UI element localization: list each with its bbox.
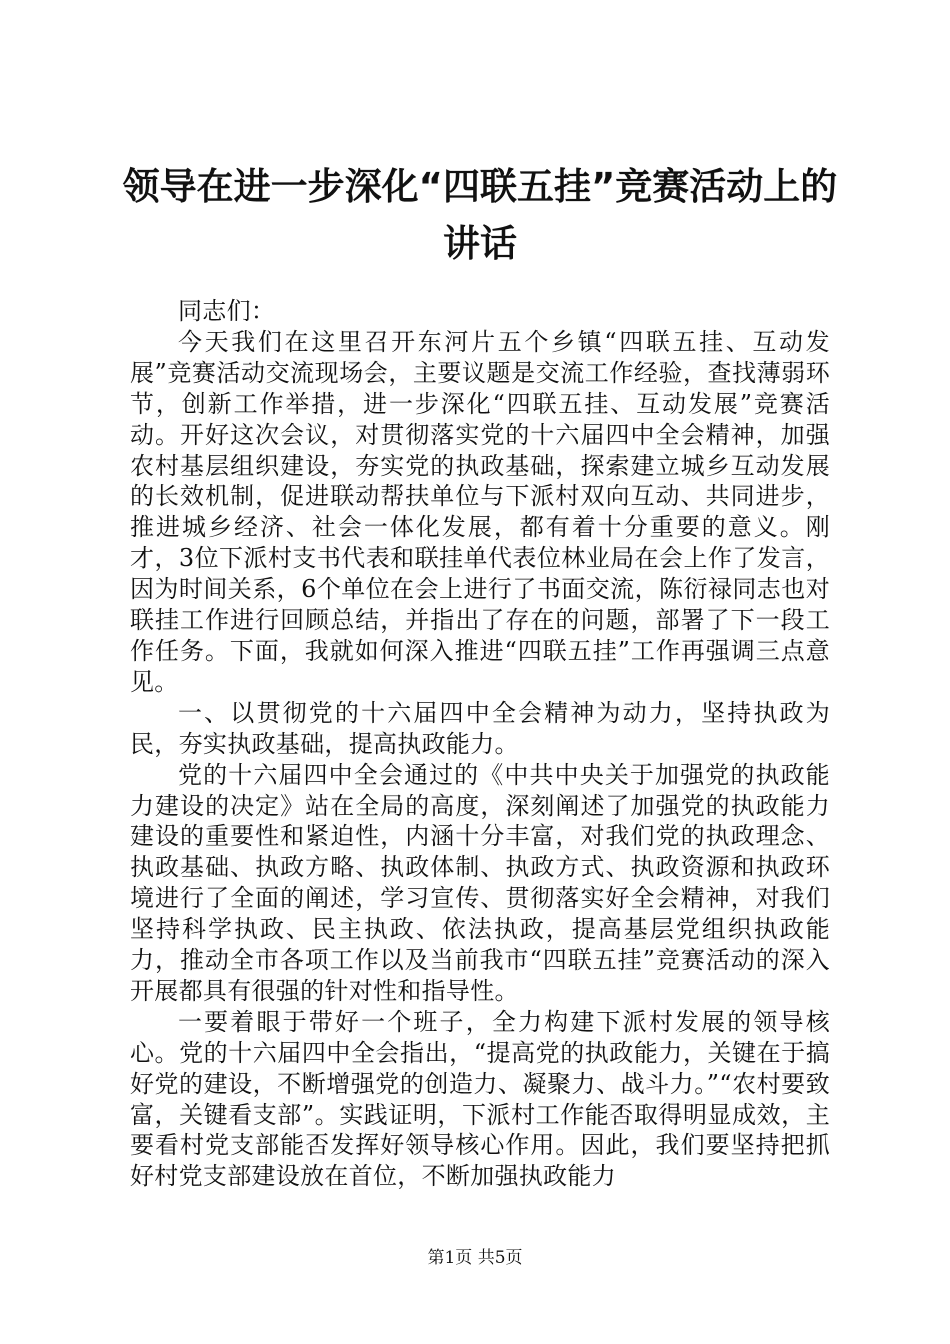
body-paragraph: 一要着眼于带好一个班子，全力构建下派村发展的领导核心。党的十六届四中全会指出，“提高党的执政能力，关键在于搞好党的建设，不断增强党的创造力、凝聚力、战斗力。”“农村要致富，关键看支部”。实践证明，下派村工作能否取得明显成效，主要看村党支部能否发挥好领导核心作用。因此，我们要坚持把抓好村党支部建设放在首位，不断加强执政能力 — [130, 1007, 830, 1191]
body-paragraph: 党的十六届四中全会通过的《中共中央关于加强党的执政能力建设的决定》站在全局的高度，深刻阐述了加强党的执政能力建设的重要性和紧迫性，内涵十分丰富，对我们党的执政理念、执政基础、执政方略、执政体制、执政方式、执政资源和执政环境进行了全面的阐述，学习宣传、贯彻落实好全会精神，对我们坚持科学执政、民主执政、依法执政，提高基层党组织执政能力，推动全市各项工作以及当前我市“四联五挂”竞赛活动的深入开展都具有很强的针对性和指导性。 — [130, 760, 830, 1005]
salutation-paragraph: 同志们： — [178, 297, 276, 325]
document-body — [130, 296, 830, 1192]
page-number-footer: 第1页 共5页 — [427, 1248, 523, 1268]
document-title: 领导在进一步深化“四联五挂”竞赛活动上的讲话 — [122, 165, 838, 265]
body-paragraph: 今天我们在这里召开东河片五个乡镇“四联五挂、互动发展”竞赛活动交流现场会，主要议题是交流工作经验，查找薄弱环节，创新工作举措，进一步深化“四联五挂、互动发展”竞赛活动。开好这次会议，对贯彻落实党的十六届四中全会精神，加强农村基层组织建设，夯实党的执政基础，探索建立城乡互动发展的长效机制，促进联动帮扶单位与下派村双向互动、共同进步，推进城乡经济、社会一体化发展，都有着十分重要的意义。刚才，3位下派村支书代表和联挂单代表位林业局在会上作了发言，因为时间关系，6个单位在会上进行了书面交流，陈衍禄同志也对联挂工作进行回顾总结，并指出了存在的问题，部署了下一段工作任务。下面，我就如何深入推进“四联五挂”工作再强调三点意见。 — [130, 327, 830, 696]
section-heading-paragraph: 一、以贯彻党的十六届四中全会精神为动力，坚持执政为民，夯实执政基础，提高执政能力。 — [130, 698, 830, 758]
